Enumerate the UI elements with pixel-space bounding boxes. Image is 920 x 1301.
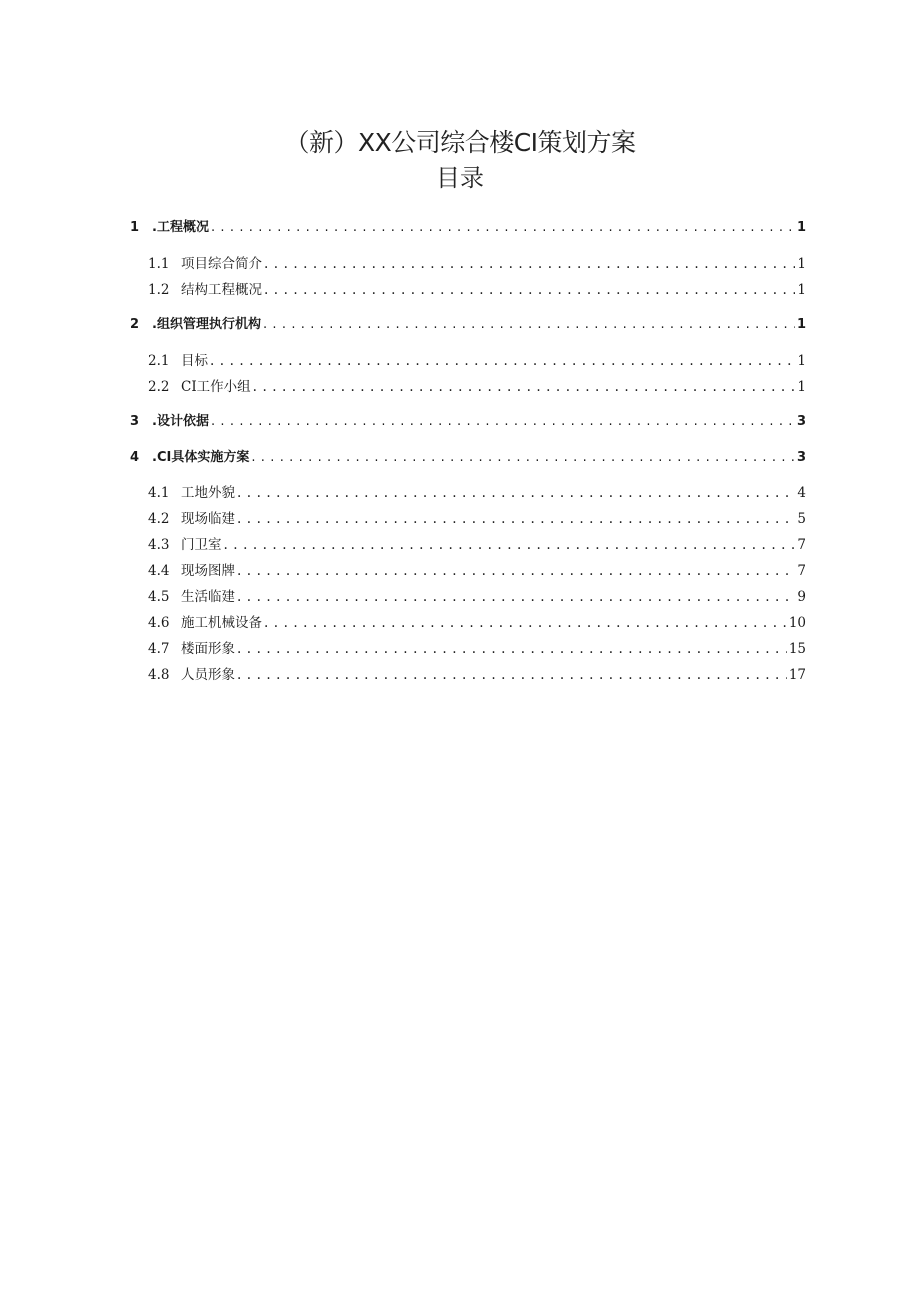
toc-entry-2-2[interactable] (130, 377, 806, 397)
toc-entry-label: 人员形象 (181, 667, 235, 683)
toc-entry-page: 5 (797, 511, 806, 527)
toc-entry-number: 4.8 (148, 667, 170, 683)
toc-entry-label: .设计依据 (152, 414, 209, 429)
toc-leader-dots (211, 412, 795, 432)
toc-entry-3[interactable] (130, 412, 806, 432)
toc-entry-page: 1 (797, 256, 806, 272)
toc-entry-4-4[interactable] (130, 561, 806, 581)
toc-entry-page: 1 (796, 220, 806, 235)
toc-entry-page: 17 (788, 667, 806, 683)
toc-entry-number: 1.1 (148, 256, 170, 272)
toc-entry-number: 4.3 (148, 537, 170, 553)
toc-entry-4-5[interactable] (130, 587, 806, 607)
toc-entry-page: 15 (788, 641, 806, 657)
toc-entry-4-8[interactable] (130, 665, 806, 685)
toc-leader-dots (237, 509, 795, 529)
table-of-contents (130, 0, 806, 1301)
toc-entry-page: 3 (796, 450, 806, 465)
toc-leader-dots (264, 613, 787, 633)
toc-entry-1[interactable] (130, 218, 806, 238)
toc-entry-2-1[interactable] (130, 351, 806, 371)
toc-entry-label: 门卫室 (181, 537, 222, 553)
toc-entry-number: 2.1 (148, 353, 170, 369)
toc-leader-dots (251, 448, 795, 468)
toc-entry-page: 7 (797, 563, 806, 579)
toc-entry-page: 7 (797, 537, 806, 553)
toc-leader-dots (211, 218, 795, 238)
toc-entry-number: 4.7 (148, 641, 170, 657)
toc-entry-label: CI工作小组 (181, 379, 251, 395)
toc-entry-label: 楼面形象 (181, 641, 235, 657)
document-title: （新）XX公司综合楼CI策划方案 (284, 128, 636, 157)
toc-leader-dots (237, 665, 787, 685)
toc-entry-number: 4.1 (148, 485, 170, 501)
toc-entry-number: 4.4 (148, 563, 170, 579)
toc-entry-label: 工地外貌 (181, 485, 235, 501)
toc-entry-page: 9 (797, 589, 806, 605)
toc-entry-number: 4 (130, 450, 140, 465)
toc-leader-dots (253, 377, 796, 397)
toc-entry-page: 1 (797, 282, 806, 298)
toc-entry-label: 现场临建 (181, 511, 235, 527)
toc-entry-4-3[interactable] (130, 535, 806, 555)
toc-entry-label: 项目综合简介 (181, 256, 262, 272)
toc-entry-page: 4 (797, 485, 806, 501)
toc-entry-number: 2.2 (148, 379, 170, 395)
toc-entry-number: 3 (130, 414, 140, 429)
toc-entry-number: 4.2 (148, 511, 170, 527)
toc-leader-dots (264, 254, 795, 274)
toc-entry-number: 1 (130, 220, 140, 235)
toc-entry-page: 1 (797, 353, 806, 369)
toc-entry-2[interactable] (130, 315, 806, 335)
toc-leader-dots (263, 315, 795, 335)
toc-entry-1-2[interactable] (130, 280, 806, 300)
toc-heading: 目录 (436, 164, 484, 192)
toc-entry-label: 施工机械设备 (181, 615, 262, 631)
toc-leader-dots (264, 280, 795, 300)
toc-entry-label: 目标 (181, 353, 208, 369)
toc-entry-number: 2 (130, 317, 140, 332)
toc-entry-number: 4.5 (148, 589, 170, 605)
toc-entry-number: 1.2 (148, 282, 170, 298)
toc-entry-4[interactable] (130, 448, 806, 468)
toc-entry-4-2[interactable] (130, 509, 806, 529)
toc-leader-dots (237, 639, 787, 659)
toc-entry-label: .工程概况 (152, 220, 209, 235)
toc-entry-label: .组织管理执行机构 (152, 317, 261, 332)
toc-leader-dots (237, 561, 795, 581)
toc-leader-dots (224, 535, 796, 555)
toc-entry-4-1[interactable] (130, 483, 806, 503)
toc-leader-dots (210, 351, 795, 371)
toc-entry-1-1[interactable] (130, 254, 806, 274)
toc-entry-label: 生活临建 (181, 589, 235, 605)
toc-entry-4-6[interactable] (130, 613, 806, 633)
toc-leader-dots (237, 587, 795, 607)
toc-entry-number: 4.6 (148, 615, 170, 631)
toc-entry-page: 10 (788, 615, 806, 631)
toc-entry-page: 3 (796, 414, 806, 429)
toc-entry-label: 结构工程概况 (181, 282, 262, 298)
toc-entry-label: .CI具体实施方案 (152, 450, 250, 465)
toc-entry-4-7[interactable] (130, 639, 806, 659)
toc-entry-page: 1 (797, 379, 806, 395)
toc-entry-label: 现场图牌 (181, 563, 235, 579)
toc-leader-dots (237, 483, 795, 503)
toc-entry-page: 1 (796, 317, 806, 332)
